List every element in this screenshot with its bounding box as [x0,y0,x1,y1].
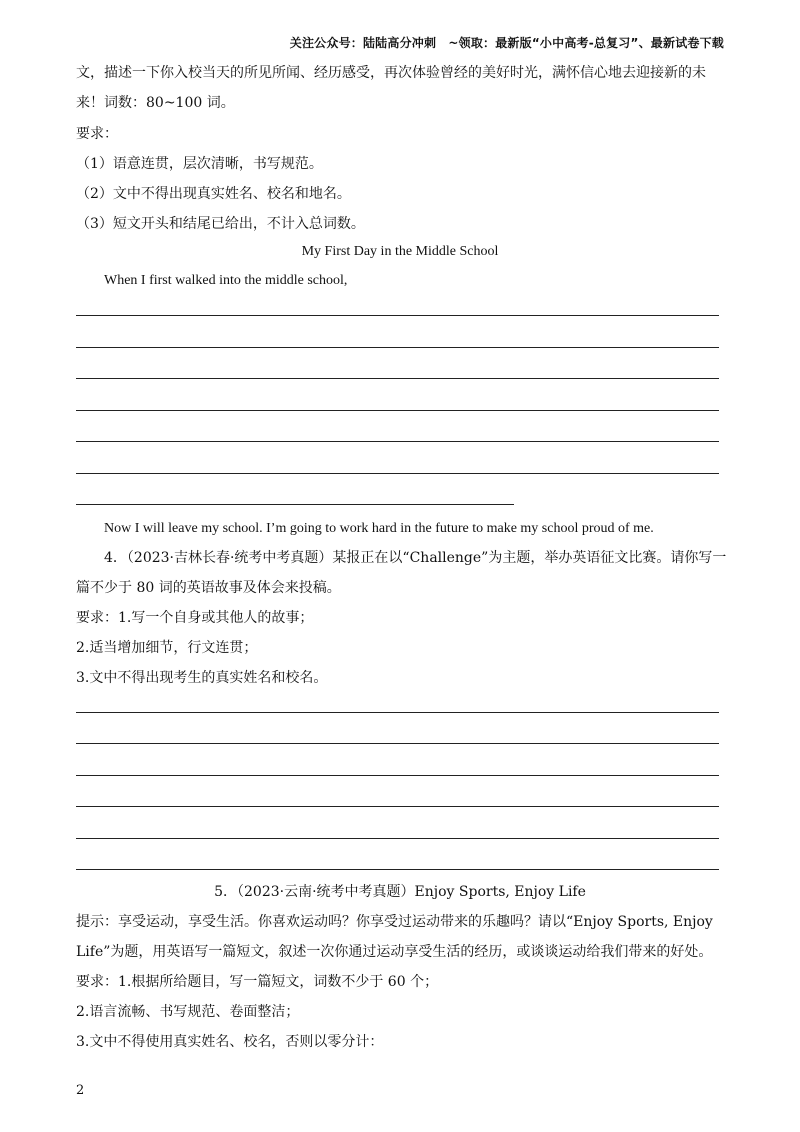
q4-prompt-line1: 4．（2023·吉林长春·统考中考真题）某报正在以“Challenge”为主题，举办英语征文比赛。请你写一 [104,550,727,566]
q5-hint-line2: Life”为题，用英语写一篇短文，叙述一次你通过运动享受生活的经历，或谈谈运动给我们带来的好处。 [76,944,713,960]
q3-writing-line-4[interactable] [76,410,719,411]
q4-writing-line-5[interactable] [76,838,719,839]
q4-prompt-line2: 篇不少于 80 词的英语故事及体会来投稿。 [76,580,341,596]
page-number: 2 [76,1083,85,1098]
q3-writing-line-1[interactable] [76,315,719,316]
q3-requirement-1: （1）语意连贯，层次清晰，书写规范。 [76,156,323,172]
q4-writing-line-3[interactable] [76,775,719,776]
q5-hint-line1: 提示：享受运动，享受生活。你喜欢运动吗？你享受过运动带来的乐趣吗？请以“Enjoy Sports, Enjoy [76,914,713,930]
q5-title: 5．（2023·云南·统考中考真题）Enjoy Sports, Enjoy Life [214,884,586,900]
q3-requirement-3: （3）短文开头和结尾已给出，不计入总词数。 [76,216,365,232]
q4-requirement-1: 要求：1.写一个自身或其他人的故事； [76,610,314,626]
q3-requirement-2: （2）文中不得出现真实姓名、校名和地名。 [76,186,351,202]
q3-intro-line2: 来！词数：80~100 词。 [76,95,235,111]
q3-essay-closing: Now I will leave my school. I’m going to work hard in the future to make my school proud of me. [104,521,654,536]
q3-writing-line-3[interactable] [76,378,719,379]
page-header: 关注公众号：陆陆高分冲刺 ~领取：最新版“小中高考-总复习”、最新试卷下载 [289,36,724,50]
q4-requirement-3: 3.文中不得出现考生的真实姓名和校名。 [76,670,328,686]
q4-writing-line-2[interactable] [76,743,719,744]
q5-requirement-3: 3.文中不得使用真实姓名、校名，否则以零分计： [76,1034,384,1050]
q4-writing-line-6[interactable] [76,869,719,870]
q3-essay-opening: When I first walked into the middle school, [104,273,348,288]
q5-requirement-2: 2.语言流畅、书写规范、卷面整洁； [76,1004,300,1020]
q3-requirements-title: 要求： [76,126,118,142]
q5-requirement-1: 要求：1.根据所给题目，写一篇短文，词数不少于 60 个； [76,974,439,990]
q3-writing-line-2[interactable] [76,347,719,348]
q4-requirement-2: 2.适当增加细节，行文连贯； [76,640,258,656]
q3-writing-line-7[interactable] [76,504,514,505]
q3-intro-line1: 文，描述一下你入校当天的所见所闻、经历感受，再次体验曾经的美好时光，满怀信心地去迎接新的未 [76,65,706,81]
q4-writing-line-4[interactable] [76,806,719,807]
q3-writing-line-6[interactable] [76,473,719,474]
q3-essay-title: My First Day in the Middle School [301,244,499,259]
q4-writing-line-1[interactable] [76,712,719,713]
q3-writing-line-5[interactable] [76,441,719,442]
